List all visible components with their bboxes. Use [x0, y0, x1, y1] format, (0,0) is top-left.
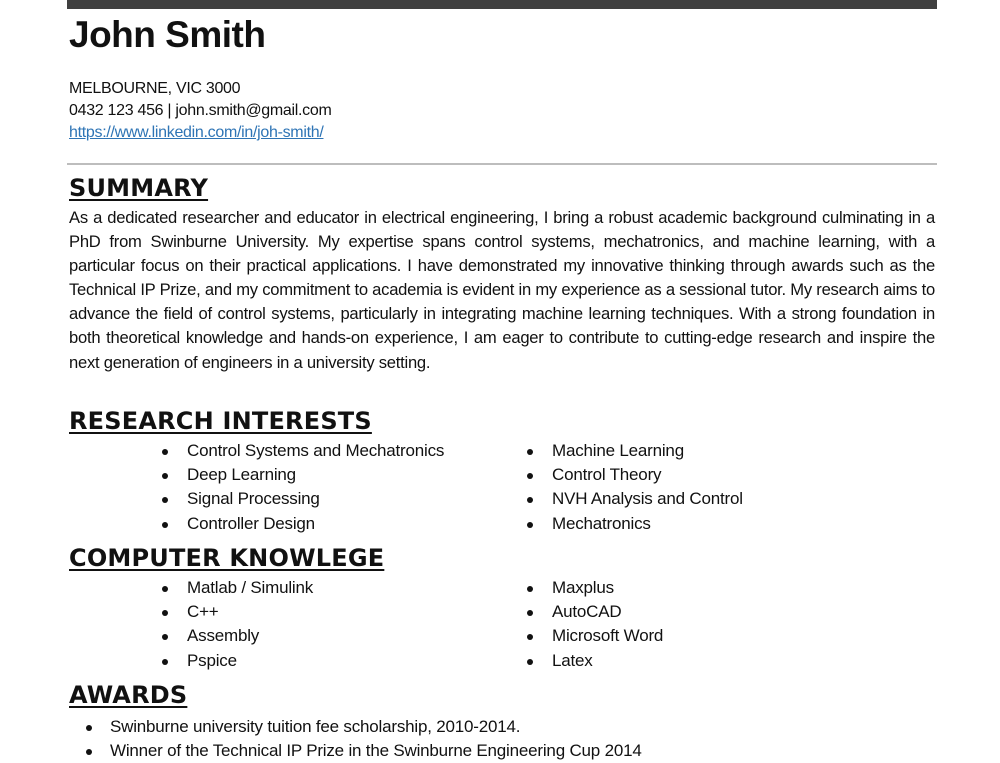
linkedin-link[interactable]: https://www.linkedin.com/in/joh-smith/ [69, 124, 324, 141]
list-item: Control Theory [527, 463, 743, 487]
address: MELBOURNE, VIC 3000 [69, 80, 241, 97]
summary-heading: SUMMARY [69, 174, 209, 202]
awards-list [86, 715, 642, 763]
list-item: C++ [162, 600, 313, 624]
list-item: Pspice [162, 649, 313, 673]
list-item: Swinburne university tuition fee scholarship, 2010-2014. [86, 715, 642, 739]
divider [67, 163, 937, 165]
list-item: Deep Learning [162, 463, 444, 487]
phone-email: 0432 123 456 | john.smith@gmail.com [69, 102, 332, 119]
research-list-left [162, 439, 444, 536]
list-item: Assembly [162, 624, 313, 648]
research-heading: RESEARCH INTERESTS [69, 407, 372, 435]
list-item: Mechatronics [527, 512, 743, 536]
computer-list-left [162, 576, 313, 673]
list-item: Controller Design [162, 512, 444, 536]
candidate-name: John Smith [69, 14, 266, 55]
list-item: Microsoft Word [527, 624, 663, 648]
list-item: Latex [527, 649, 663, 673]
list-item: Control Systems and Mechatronics [162, 439, 444, 463]
list-item: AutoCAD [527, 600, 663, 624]
list-item: Maxplus [527, 576, 663, 600]
computer-list-right [527, 576, 663, 673]
list-item: Machine Learning [527, 439, 743, 463]
awards-heading: AWARDS [69, 681, 188, 709]
list-item: Matlab / Simulink [162, 576, 313, 600]
header-bar [67, 0, 937, 9]
computer-heading: COMPUTER KNOWLEGE [69, 544, 385, 572]
contact-info [69, 78, 332, 144]
list-item: NVH Analysis and Control [527, 487, 743, 511]
list-item: Signal Processing [162, 487, 444, 511]
list-item: Winner of the Technical IP Prize in the Swinburne Engineering Cup 2014 [86, 739, 642, 763]
research-list-right [527, 439, 743, 536]
summary-text: As a dedicated researcher and educator in electrical engineering, I bring a robust academic background culminating in a PhD from Swinburne University. My expertise spans control systems, mechatronics, and machine learning, with a particular focus on their practical applications. I have demonstrated my innovative thinking through awards such as the Technical IP Prize, and my commitment to academia is evident in my experience as a sessional tutor. My research aims to advance the field of control systems, particularly in integrating machine learning techniques. With a strong foundation in both theoretical knowledge and hands-on experience, I am eager to contribute to cutting-edge research and inspire the next generation of engineers in a university setting. [69, 208, 935, 372]
